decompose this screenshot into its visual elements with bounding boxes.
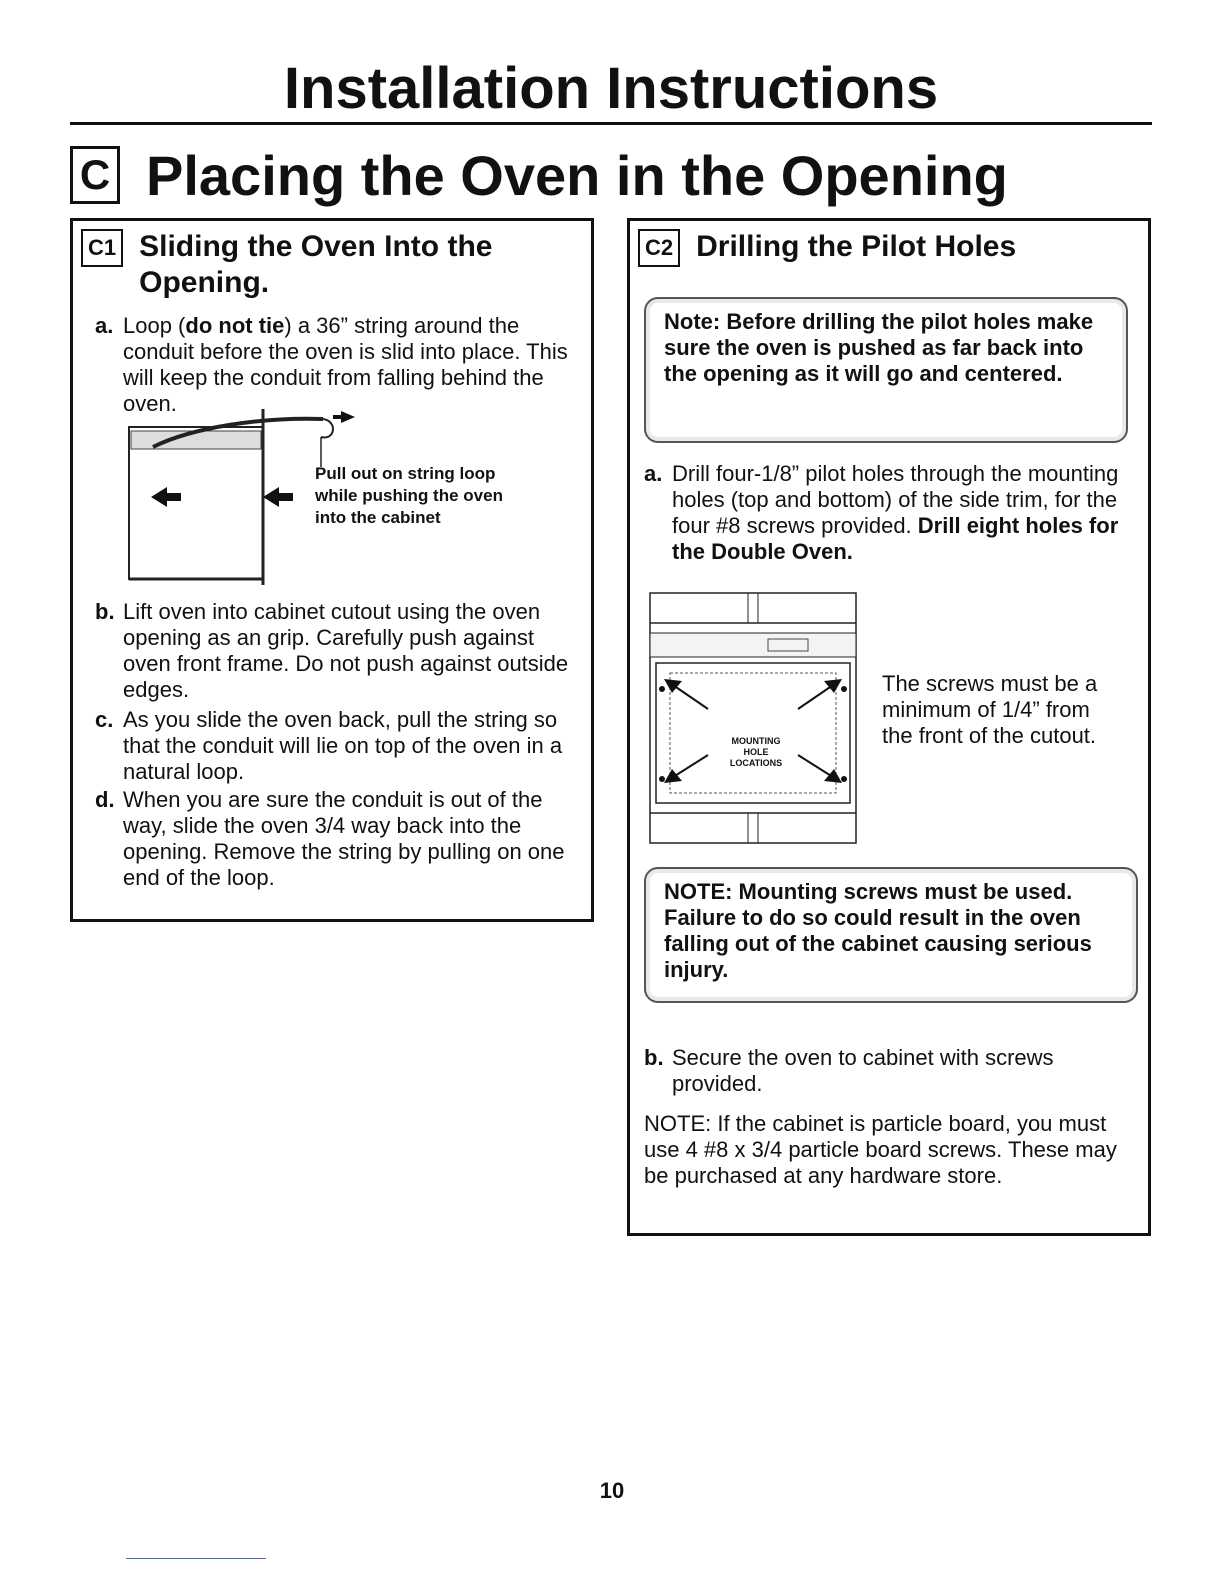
c2-item-a	[644, 461, 1142, 565]
c2-item-b	[644, 1045, 1132, 1097]
c2-item-a-bold: Drill eight holes for the Double Oven.	[672, 513, 1119, 564]
c1-item-a-text-2: ) a 36” string around the conduit before the oven is slid into place. This will keep the conduit from falling behind the oven.	[123, 313, 568, 416]
c1-item-c	[95, 707, 583, 785]
c1-item-b	[95, 599, 583, 703]
c1-title: Sliding the Oven Into the Opening.	[139, 230, 493, 299]
c1-tag: C1	[81, 229, 123, 267]
c1-item-b-letter: b.	[95, 599, 115, 624]
c2-item-a-letter: a.	[644, 461, 663, 486]
c1-item-a-text-1: Loop (	[123, 313, 186, 338]
footer-rule	[126, 1558, 266, 1559]
c2-item-b-text: Secure the oven to cabinet with screws provided.	[672, 1045, 1054, 1096]
c1-item-a-letter: a.	[95, 313, 114, 338]
c2-note-push: Note: Before drilling the pilot holes make sure the oven is pushed as far back into the opening as it will go and centered.	[644, 297, 1128, 443]
c1-item-d-text: When you are sure the conduit is out of the way, slide the oven 3/4 way back into the opening. Remove the string by pulling on one end of the loop.	[123, 787, 565, 890]
c1-item-b-text: Lift oven into cabinet cutout using the oven opening as an grip. Carefully push against oven front frame. Do not push against outside edges.	[123, 599, 569, 702]
c2-warning-note: NOTE: Mounting screws must be used. Failure to do so could result in the oven falling out of the cabinet causing serious injury.	[644, 867, 1138, 1003]
section-letter-box: C	[70, 146, 120, 204]
mounting-hole-diagram	[648, 589, 862, 849]
mounting-hole-label: MOUNTING HOLE LOCATIONS	[729, 736, 783, 768]
panel-c2	[627, 218, 1151, 1236]
c2-screw-distance-note: The screws must be a minimum of 1/4” from the front of the cutout.	[882, 671, 1098, 748]
c1-item-a-bold: do not tie	[185, 313, 285, 338]
panel-c1	[70, 218, 594, 922]
c2-title: Drilling the Pilot Holes	[696, 230, 1017, 263]
c1-item-a	[95, 313, 583, 417]
c1-item-d	[95, 787, 583, 891]
c1-callout: Pull out on string loop while pushing the oven into the cabinet	[315, 464, 503, 527]
page-title: Installation Instructions	[70, 56, 1152, 125]
c1-item-d-letter: d.	[95, 787, 115, 812]
c2-tag: C2	[638, 229, 680, 267]
c2-item-a-text: Drill four-1/8” pilot holes through the mounting holes (top and bottom) of the side trim, for the four #8 screws provided.	[672, 461, 1119, 538]
page-number: 10	[599, 1478, 625, 1503]
c1-header	[81, 229, 539, 301]
section-heading	[70, 140, 1008, 210]
section-title: Placing the Oven in the Opening	[146, 143, 1008, 207]
c2-particle-board-note: NOTE: If the cabinet is particle board, you must use 4 #8 x 3/4 particle board screws. These may be purchased at any hardware store.	[644, 1111, 1117, 1188]
c1-item-c-letter: c.	[95, 707, 114, 732]
c1-item-c-text: As you slide the oven back, pull the string so that the conduit will lie on top of the oven in a natural loop.	[123, 707, 563, 784]
c2-item-b-letter: b.	[644, 1045, 664, 1070]
c2-header	[638, 229, 1016, 267]
